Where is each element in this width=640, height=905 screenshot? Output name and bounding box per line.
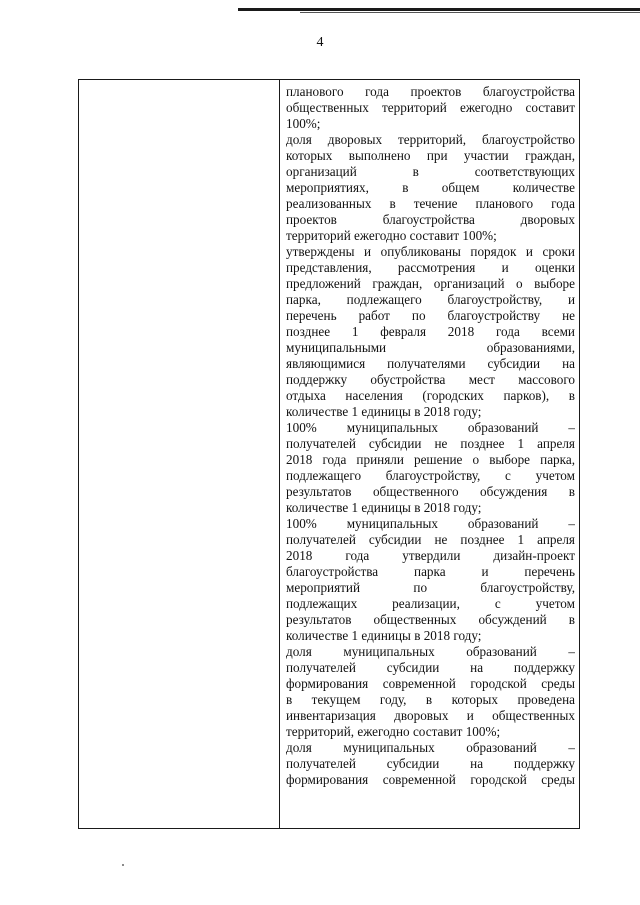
text-line: мероприятиях, в общем количестве — [286, 180, 575, 195]
text-line: получателей субсидии не позднее 1 апреля — [286, 532, 575, 547]
document-table — [78, 79, 580, 829]
text-line: реализованных в течение планового года — [286, 196, 575, 211]
text-line: 2018 года приняли решение о выборе парка, — [286, 452, 575, 467]
text-line: доля муниципальных образований – — [286, 740, 575, 755]
scan-speck — [122, 864, 124, 866]
text-line: утверждены и опубликованы порядок и сроки — [286, 244, 575, 259]
scan-border-line — [238, 8, 640, 11]
text-line: формирования современной городской среды — [286, 676, 575, 691]
text-line: 100% муниципальных образований – — [286, 420, 575, 435]
text-line: проектов благоустройства дворовых — [286, 212, 575, 227]
table-left-cell — [79, 80, 279, 828]
text-line: являющимися получателями субсидии на — [286, 356, 575, 371]
text-line: благоустройства парка и перечень — [286, 564, 575, 579]
text-line: доля муниципальных образований – — [286, 644, 575, 659]
text-line: предложений граждан, организаций о выборе — [286, 276, 575, 291]
text-line: получателей субсидии на поддержку — [286, 756, 575, 771]
text-line: формирования современной городской среды — [286, 772, 575, 787]
text-line: результатов общественных обсуждений в — [286, 612, 575, 627]
text-line: количестве 1 единицы в 2018 году; — [286, 628, 482, 643]
text-line: планового года проектов благоустройства — [286, 84, 575, 99]
text-line: 100% муниципальных образований – — [286, 516, 575, 531]
text-line: 100%; — [286, 116, 321, 131]
text-line: территорий ежегодно составит 100%; — [286, 228, 497, 243]
text-line: в текущем году, в которых проведена — [286, 692, 575, 707]
table-right-cell — [286, 84, 575, 828]
text-line: инвентаризация дворовых и общественных — [286, 708, 575, 723]
text-line: которых выполнено при участии граждан, — [286, 148, 575, 163]
text-line: количестве 1 единицы в 2018 году; — [286, 500, 482, 515]
text-line: парка, подлежащего благоустройству, и — [286, 292, 575, 307]
text-line: перечень работ по благоустройству не — [286, 308, 575, 323]
text-line: результатов общественного обсуждения в — [286, 484, 575, 499]
text-line: общественных территорий ежегодно составит — [286, 100, 575, 115]
scan-border-line-thin — [300, 12, 640, 13]
text-line: получателей субсидии на поддержку — [286, 660, 575, 675]
text-line: муниципальными образованиями, — [286, 340, 575, 355]
text-line: доля дворовых территорий, благоустройство — [286, 132, 575, 147]
table-column-divider — [279, 80, 280, 828]
page-number: 4 — [316, 35, 324, 50]
text-line: представления, рассмотрения и оценки — [286, 260, 575, 275]
text-line: подлежащих реализации, с учетом — [286, 596, 575, 611]
text-line: подлежащего благоустройству, с учетом — [286, 468, 575, 483]
text-line: территорий, ежегодно составит 100%; — [286, 724, 501, 739]
text-line: позднее 1 февраля 2018 года всеми — [286, 324, 575, 339]
text-line: организаций в соответствующих — [286, 164, 575, 179]
text-line: отдыха населения (городских парков), в — [286, 388, 575, 403]
text-line: 2018 года утвердили дизайн-проект — [286, 548, 575, 563]
text-line: количестве 1 единицы в 2018 году; — [286, 404, 482, 419]
text-line: мероприятий по благоустройству, — [286, 580, 575, 595]
text-line: поддержку обустройства мест массового — [286, 372, 575, 387]
text-line: получателей субсидии не позднее 1 апреля — [286, 436, 575, 451]
